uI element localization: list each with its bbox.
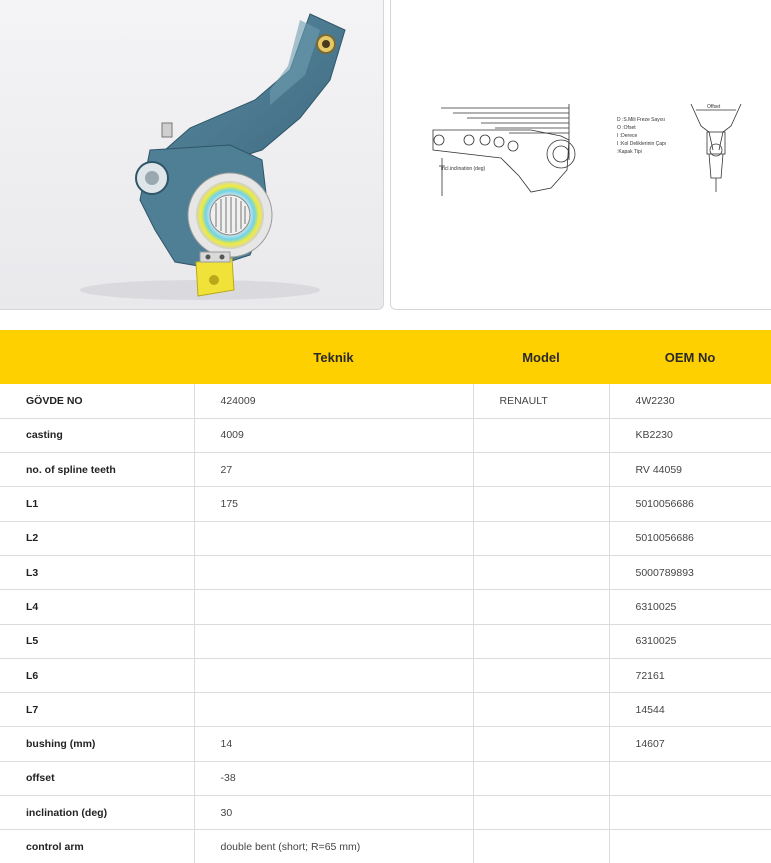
row-label: L3 xyxy=(0,555,194,589)
table-row xyxy=(0,624,771,658)
row-label: GÖVDE NO xyxy=(0,384,194,418)
header-teknik: Teknik xyxy=(313,349,354,365)
technical-drawing-card[interactable] xyxy=(390,0,771,310)
oem-cell: 5010056686 xyxy=(609,487,771,521)
oem-cell xyxy=(609,830,771,863)
product-images xyxy=(0,0,771,312)
angle-label: incl.inclination (deg) xyxy=(441,166,486,172)
teknik-cell: 4009 xyxy=(194,418,473,452)
teknik-cell xyxy=(194,555,473,589)
header-oem-no: OEM No xyxy=(664,349,716,365)
model-cell xyxy=(473,830,609,863)
teknik-cell: double bent (short; R=65 mm) xyxy=(194,830,473,863)
teknik-cell xyxy=(194,521,473,555)
model-cell xyxy=(473,624,609,658)
oem-cell: RV 44059 xyxy=(609,453,771,487)
table-row xyxy=(0,796,771,830)
model-cell xyxy=(473,418,609,452)
table-row xyxy=(0,590,771,624)
model-cell xyxy=(473,693,609,727)
table-row xyxy=(0,693,771,727)
row-label: bushing (mm) xyxy=(0,727,194,761)
teknik-cell: -38 xyxy=(194,761,473,795)
oem-cell: 14544 xyxy=(609,693,771,727)
model-cell xyxy=(473,453,609,487)
table-row xyxy=(0,487,771,521)
model-cell xyxy=(473,521,609,555)
teknik-cell xyxy=(194,624,473,658)
legend-item: :Kapak Tipi xyxy=(617,149,642,155)
oem-cell: 72161 xyxy=(609,658,771,692)
oem-cell xyxy=(609,796,771,830)
teknik-cell: 14 xyxy=(194,727,473,761)
table-row xyxy=(0,727,771,761)
row-label: L2 xyxy=(0,521,194,555)
slack-adjuster-render xyxy=(0,0,384,310)
legend-item: I :Kol Deliklerinin Çapı xyxy=(617,141,667,147)
table-row xyxy=(0,453,771,487)
teknik-cell xyxy=(194,590,473,624)
oem-cell: 6310025 xyxy=(609,624,771,658)
table-row xyxy=(0,521,771,555)
product-photo-card[interactable] xyxy=(0,0,384,310)
row-label: offset xyxy=(0,761,194,795)
oem-cell: 5000789893 xyxy=(609,555,771,589)
row-label: inclination (deg) xyxy=(0,796,194,830)
legend-item: D :S.Mili Freze Sayısı xyxy=(617,117,666,123)
header-empty xyxy=(0,330,194,384)
legend-item: O :Ofset xyxy=(617,125,636,131)
technical-drawing xyxy=(391,0,771,310)
table-row xyxy=(0,830,771,863)
legend-item: I :Derece xyxy=(617,133,638,139)
model-cell xyxy=(473,487,609,521)
spec-table xyxy=(0,330,771,863)
model-cell xyxy=(473,727,609,761)
oem-cell: 4W2230 xyxy=(609,384,771,418)
table-row xyxy=(0,418,771,452)
oem-cell xyxy=(609,761,771,795)
table-row xyxy=(0,761,771,795)
row-label: L6 xyxy=(0,658,194,692)
oem-cell: 6310025 xyxy=(609,590,771,624)
table-header-row xyxy=(0,330,771,384)
teknik-cell: 27 xyxy=(194,453,473,487)
model-cell xyxy=(473,590,609,624)
teknik-cell: 30 xyxy=(194,796,473,830)
teknik-cell xyxy=(194,693,473,727)
teknik-cell: 175 xyxy=(194,487,473,521)
oem-cell: 14607 xyxy=(609,727,771,761)
row-label: control arm xyxy=(0,830,194,863)
row-label: L5 xyxy=(0,624,194,658)
oem-cell: KB2230 xyxy=(609,418,771,452)
model-cell xyxy=(473,555,609,589)
model-cell: RENAULT xyxy=(473,384,609,418)
row-label: no. of spline teeth xyxy=(0,453,194,487)
table-row xyxy=(0,658,771,692)
row-label: L4 xyxy=(0,590,194,624)
model-cell xyxy=(473,658,609,692)
model-cell xyxy=(473,761,609,795)
width-label: Offset xyxy=(707,104,721,110)
header-model: Model xyxy=(522,349,560,365)
table-body xyxy=(0,384,771,863)
teknik-cell: 424009 xyxy=(194,384,473,418)
model-cell xyxy=(473,796,609,830)
row-label: L1 xyxy=(0,487,194,521)
oem-cell: 5010056686 xyxy=(609,521,771,555)
table-row xyxy=(0,384,771,418)
table-row xyxy=(0,555,771,589)
teknik-cell xyxy=(194,658,473,692)
row-label: L7 xyxy=(0,693,194,727)
row-label: casting xyxy=(0,418,194,452)
